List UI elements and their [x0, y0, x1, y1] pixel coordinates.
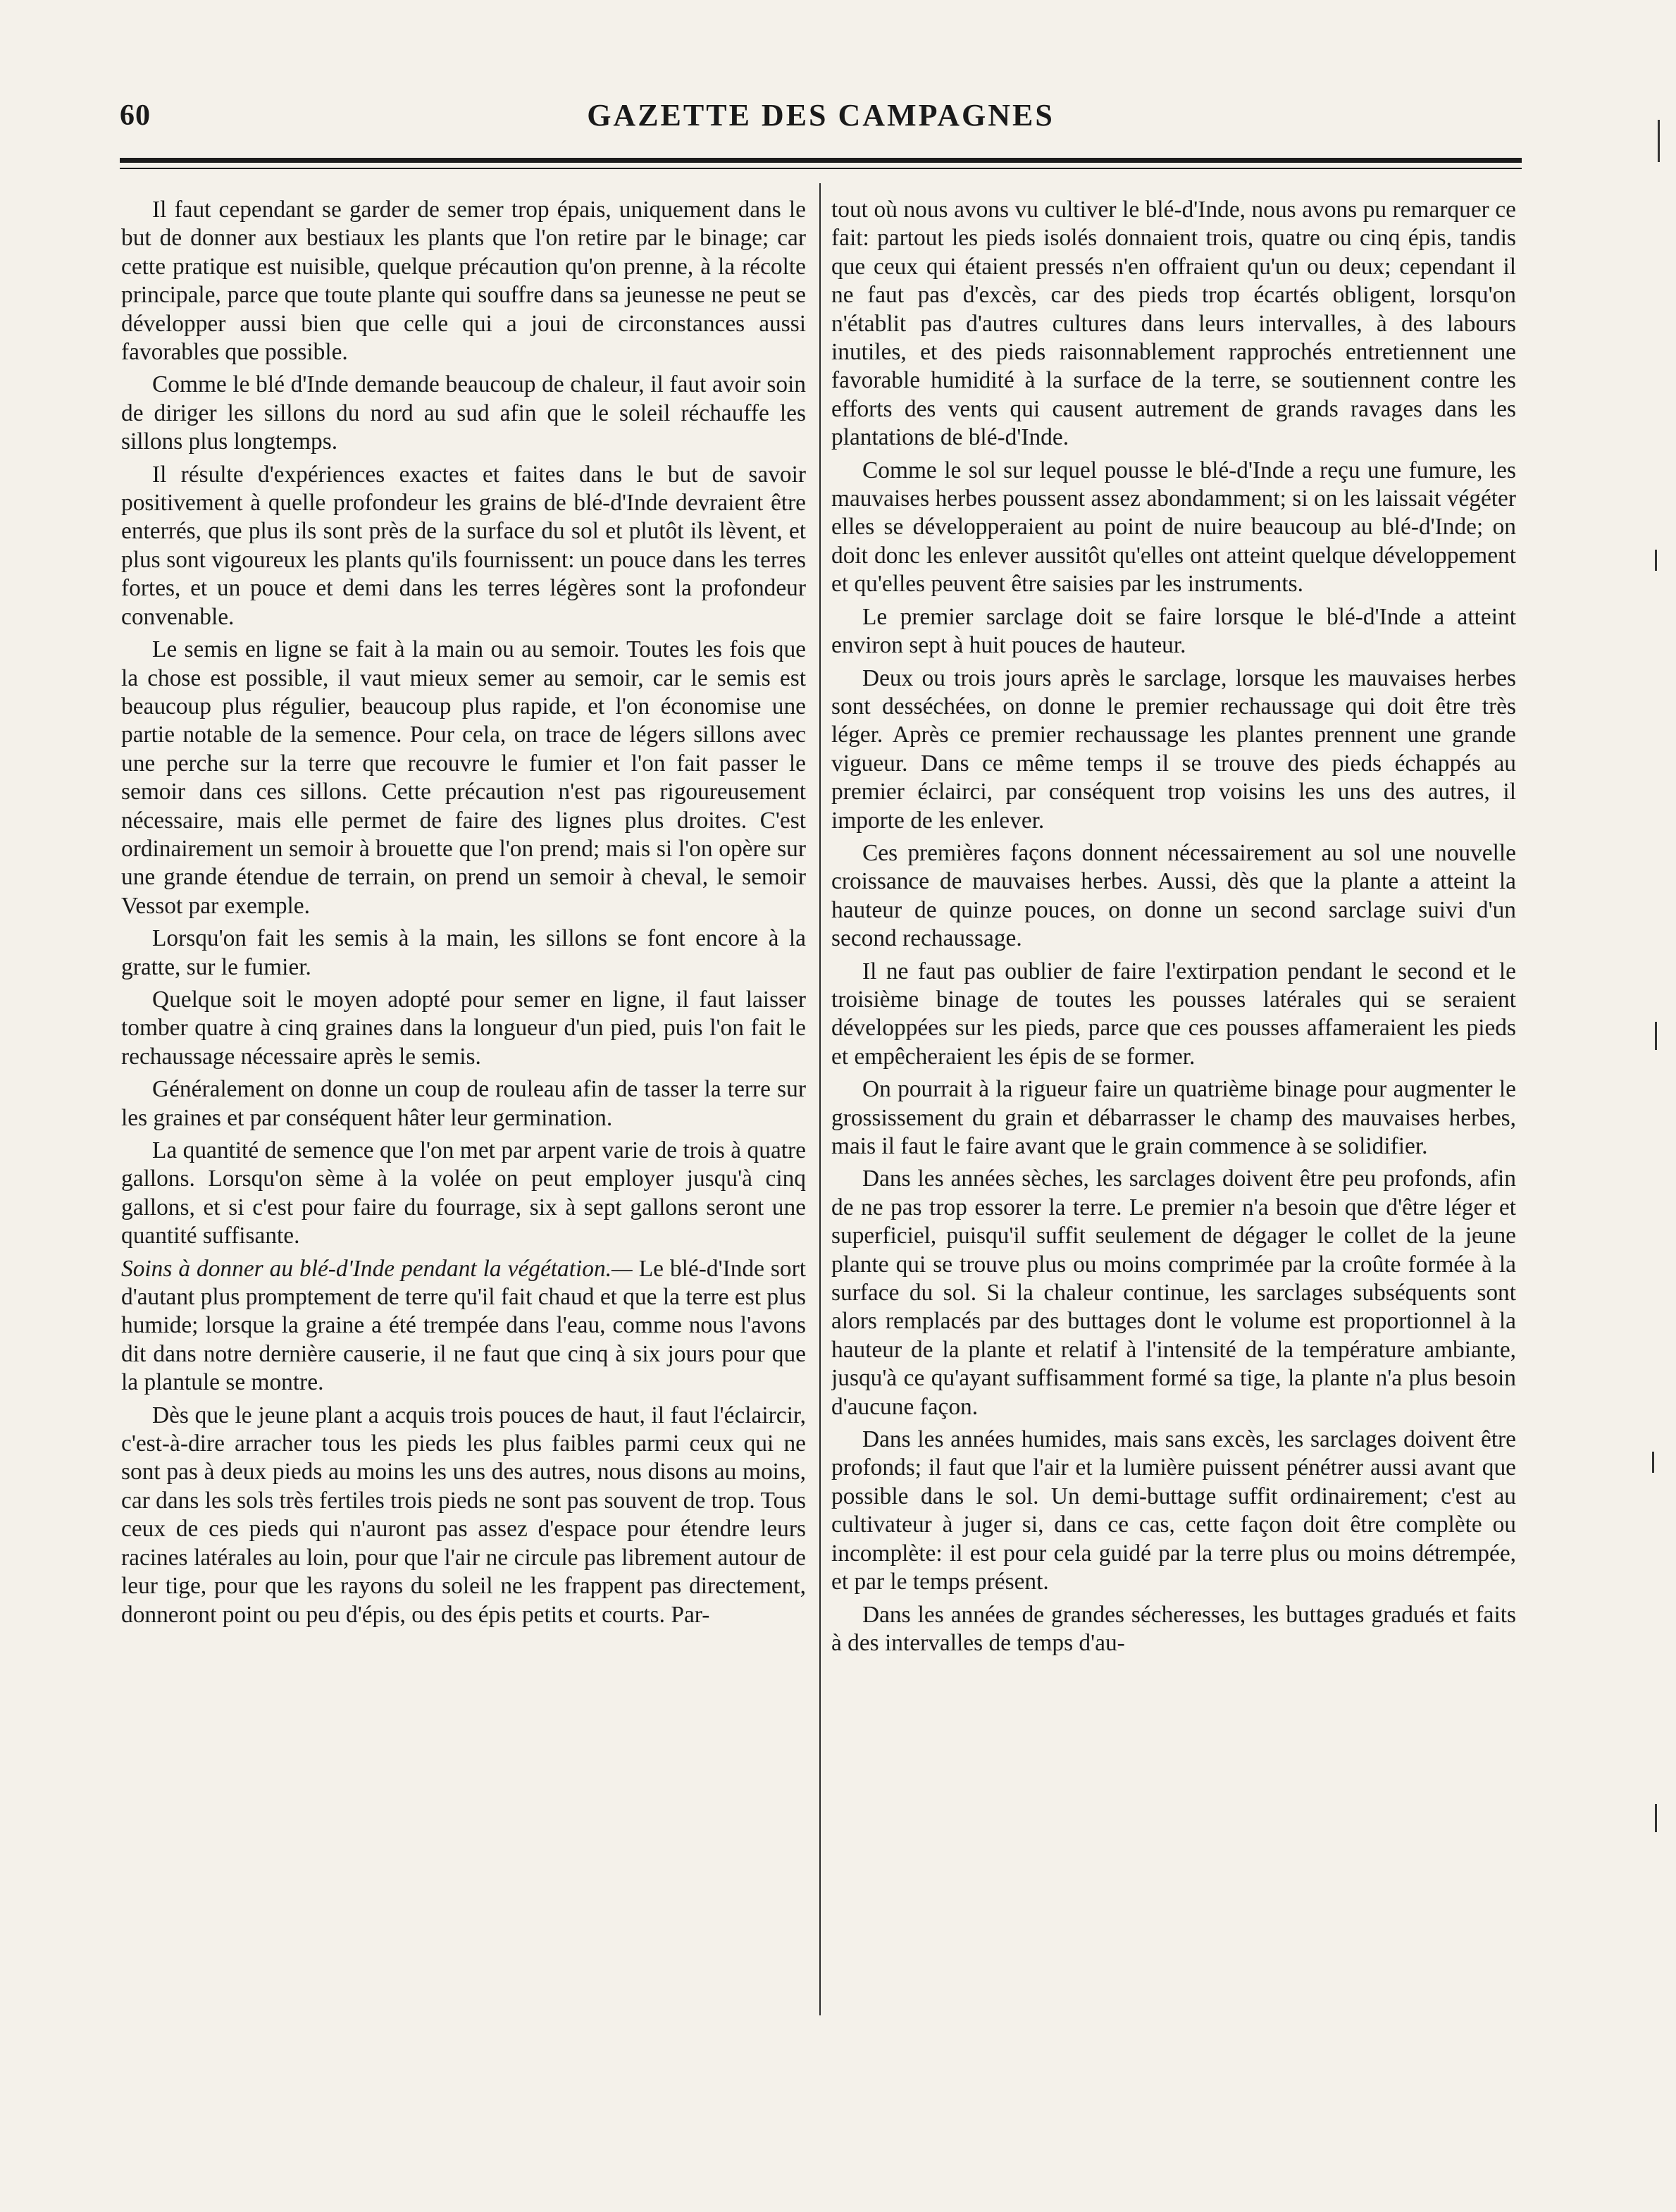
paragraph: Quelque soit le moyen adopté pour semer en ligne, il faut laisser tomber quatre à cinq graines dans la longueur d'un pied, puis l'on fait le rechaussage nécessaire après le semis. — [121, 986, 806, 1070]
paragraph: Dans les années de grandes sécheresses, les buttages gradués et faits à des intervalles de temps d'au- — [831, 1601, 1516, 1656]
edge-mark — [1655, 1804, 1657, 1832]
right-column — [831, 196, 1516, 2000]
edge-mark — [1658, 120, 1660, 162]
paragraph: La quantité de semence que l'on met par arpent varie de trois à quatre gallons. Lorsqu'on sème à la volée on peut employer jusqu'à cinq gallons, et si c'est pour faire du fourrage, six à sept gallons seront une quantité suffisante. — [121, 1137, 806, 1249]
left-column — [121, 196, 806, 2000]
edge-mark — [1652, 1452, 1654, 1473]
edge-mark — [1655, 550, 1657, 571]
edge-mark — [1655, 1022, 1657, 1050]
page-header — [120, 85, 1522, 141]
paragraph: Dans les années sèches, les sarclages doivent être peu profonds, afin de ne pas trop essorer la terre. Le premier n'a besoin que d'être léger et superficiel, puisqu'il suffit seulement de dégager le collet de la jeune plante qui se trouve plus ou moins comprimée par la croûte formée à la surface du sol. Si la chaleur continue, les sarclages subséquents sont alors remplacés par des buttages dont le volume est proportionnel à la hauteur de la plante et relatif à l'intensité de la température ambiante, jusqu'à ce qu'ayant suffisamment formé sa tige, la plante n'a plus besoin d'aucune façon. — [831, 1166, 1516, 1420]
paragraph: Comme le blé d'Inde demande beaucoup de chaleur, il faut avoir soin de diriger les sillons du nord au sud afin que le soleil réchauffe les sillons plus longtemps. — [121, 371, 806, 455]
paragraph: Généralement on donne un coup de rouleau afin de tasser la terre sur les graines et par conséquent hâter leur germination. — [121, 1076, 806, 1131]
paragraph: Ces premières façons donnent nécessairement au sol une nouvelle croissance de mauvaises herbes. Aussi, dès que la plante a atteint la hauteur de quinze pouces, on donne un second sarclage suivi d'un second rechaussage. — [831, 839, 1516, 952]
section-text: Le blé-d'Inde sort d'autant plus promptement de terre qu'il fait chaud et que la terre est plus humide; lorsque la graine a été trempée dans l'eau, comme nous l'avons dit dans notre dernière causerie, il ne faut que cinq à six jours pour que la plantule se montre. — [121, 1255, 806, 1396]
paragraph: Comme le sol sur lequel pousse le blé-d'Inde a reçu une fumure, les mauvaises herbes poussent assez abondamment; si on les laissait végéter elles se développeraient au point de nuire beaucoup au blé-d'Inde; on doit donc les enlever aussitôt qu'elles ont atteint quelque développement et qu'elles peuvent être saisies par les instruments. — [831, 457, 1516, 598]
paragraph: Lorsqu'on fait les semis à la main, les sillons se font encore à la gratte, sur le fumier. — [121, 925, 806, 980]
paragraph: Le premier sarclage doit se faire lorsque le blé-d'Inde a atteint environ sept à huit pouces de hauteur. — [831, 603, 1516, 659]
paragraph: tout où nous avons vu cultiver le blé-d'Inde, nous avons pu remarquer ce fait: partout les pieds isolés donnaient trois, quatre ou cinq épis, tandis que ceux qui étaient pressés n'en offraient qu'un ou deux; cependant il ne faut pas d'excès, car des pieds trop écartés obligent, lorsqu'on n'établit pas d'autres cultures dans leurs intervalles, à des labours inutiles, et des pieds raisonnablement rapprochés entretiennent une favorable humidité à la surface de la terre, se soutiennent contre les efforts des vents qui causent autrement de grands ravages dans les plantations de blé-d'Inde. — [831, 197, 1516, 451]
header-rule-thick — [120, 158, 1522, 163]
paragraph: Dès que le jeune plant a acquis trois pouces de haut, il faut l'éclaircir, c'est-à-dire arracher tous les pieds les plus faibles parmi ceux qui ne sont pas à deux pieds au moins les uns des autres, nous disons au moins, car dans les sols très fertiles trois pieds ne sont pas souvent de trop. Tous ceux de ces pieds qui n'auront pas assez d'espace pour étendre leurs racines latérales au loin, pour que l'air ne circule pas librement autour de leur tige, pour que les rayons du soleil ne les frappent pas directement, donneront point ou peu d'épis, ou des épis petits et courts. Par- — [121, 1402, 806, 1628]
paragraph: Il faut cependant se garder de semer trop épais, uniquement dans le but de donner aux bestiaux les plants que l'on retire par le binage; car cette pratique est nuisible, quelque précaution qu'on prenne, à la récolte principale, parce que toute plante qui souffre dans sa jeunesse ne peut se développer aussi bien que celle qui a joui de circonstances aussi favorables que possible. — [121, 197, 806, 366]
page-edge-marks — [1634, 0, 1676, 2212]
section-heading: Soins à donner au blé-d'Inde pendant la végétation.— — [121, 1255, 633, 1282]
paragraph: Il ne faut pas oublier de faire l'extirpation pendant le second et le troisième binage de toutes les pousses latérales qui se seraient développées sur les pieds, parce que ces pousses affameraient les pieds et empêcheraient les épis de se former. — [831, 958, 1516, 1070]
paragraph: Le semis en ligne se fait à la main ou au semoir. Toutes les fois que la chose est possible, il vaut mieux semer au semoir, car le semis est beaucoup plus régulier, beaucoup plus rapide, et l'on économise une partie notable de la semence. Pour cela, on trace de légers sillons avec une perche sur la terre que recouvre le fumier et l'on fait passer le semoir dans ces sillons. Cette précaution n'est pas rigoureusement nécessaire, mais elle permet de faire des lignes plus droites. C'est ordinairement un semoir à brouette que l'on prend; mais si l'on opère sur une grande étendue de terrain, on prend un semoir à cheval, le semoir Vessot par exemple. — [121, 636, 806, 919]
paragraph: Dans les années humides, mais sans excès, les sarclages doivent être profonds; il faut que l'air et la lumière puissent pénétrer aussi avant que possible dans le sol. Un demi-buttage suffit ordinairement; c'est au cultivateur à juger si, dans ce cas, cette façon doit être complète ou incomplète: il est pour cela guidé par la terre plus ou moins détrempée, et par le temps présent. — [831, 1426, 1516, 1595]
column-divider — [819, 183, 821, 2015]
section-paragraph — [121, 1255, 806, 1397]
paragraph: Deux ou trois jours après le sarclage, lorsque les mauvaises herbes sont desséchées, on donne le premier rechaussage qui doit être très léger. Après ce premier rechaussage les plantes prennent une grande vigueur. Dans ce même temps il se trouve des pieds échappés au premier éclairci, par conséquent trop voisins les uns des autres, il importe de les enlever. — [831, 665, 1516, 834]
paragraph: Il résulte d'expériences exactes et faites dans le but de savoir positivement à quelle profondeur les grains de blé-d'Inde devraient être enterrés, que plus ils sont près de la surface du sol et plutôt ils lèvent, et plus sont vigoureux les plants qu'ils fournissent: un pouce dans les terres fortes, et un pouce et demi dans les terres légères sont la profondeur convenable. — [121, 461, 806, 630]
header-rule-thin — [120, 168, 1522, 169]
page-number: 60 — [120, 99, 151, 132]
running-title: GAZETTE DES CAMPAGNES — [587, 98, 1055, 132]
paragraph: On pourrait à la rigueur faire un quatrième binage pour augmenter le grossissement du grain et débarrasser le champ des mauvaises herbes, mais il faut le faire avant que le grain commence à se solidifier. — [831, 1076, 1516, 1159]
